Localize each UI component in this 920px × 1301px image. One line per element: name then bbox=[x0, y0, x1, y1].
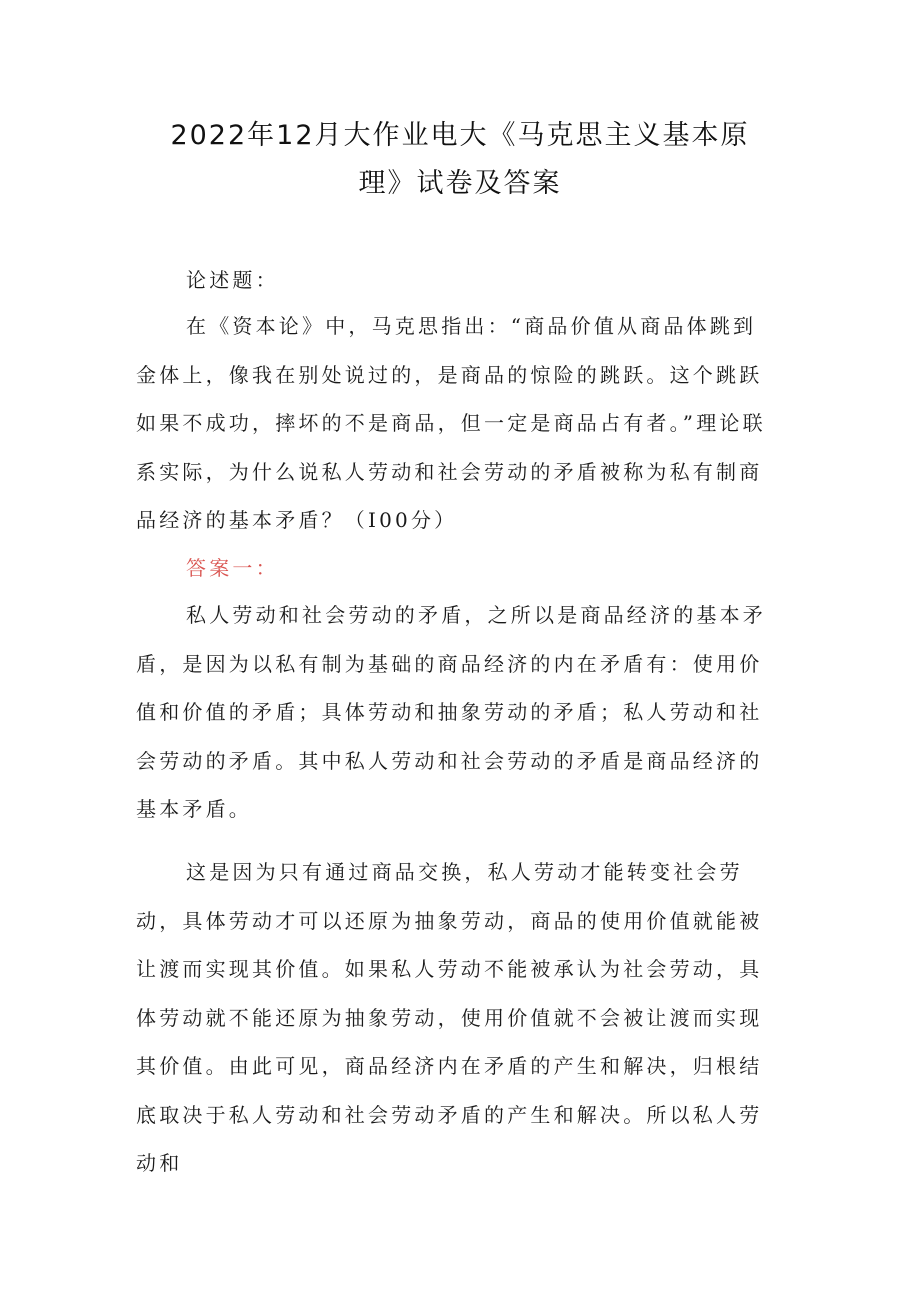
answer-paragraph-2: 这是因为只有通过商品交换，私人劳动才能转变社会劳动，具体劳动才可以还原为抽象劳动，商品的使用价值就能被让渡而实现其价值。如果私人劳动不能被承认为社会劳动，具体劳动就不能还原为抽象劳动，使用价值就不会被让渡而实现其价值。由此可见，商品经济内在矛盾的产生和解决，归根结底取决于私人劳动和社会劳动矛盾的产生和解决。所以私人劳动和 bbox=[136, 860, 763, 1175]
answer-label: 答案一： bbox=[186, 556, 279, 580]
question-text: 在《资本论》中，马克思指出：“商品价值从商品体跳到金体上，像我在别处说过的，是商品的惊险的跳跃。这个跳跃如果不成功，摔坏的不是商品，但一定是商品占有者。”理论联系实际，为什么说私人劳动和社会劳动的矛盾被称为私有制商品经济的基本矛盾？（I00分） bbox=[136, 314, 766, 532]
question-label: 论述题： bbox=[186, 268, 279, 292]
title-line-2: 理》试卷及答案 bbox=[358, 168, 562, 199]
title-line-1: 2022年12月大作业电大《马克思主义基本原 bbox=[170, 120, 750, 151]
document-title bbox=[130, 112, 790, 208]
answer-paragraph-1: 私人劳动和社会劳动的矛盾，之所以是商品经济的基本矛盾，是因为以私有制为基础的商品经济的内在矛盾有：使用价值和价值的矛盾；具体劳动和抽象劳动的矛盾；私人劳动和社会劳动的矛盾。其中私人劳动和社会劳动的矛盾是商品经济的基本矛盾。 bbox=[136, 603, 766, 821]
